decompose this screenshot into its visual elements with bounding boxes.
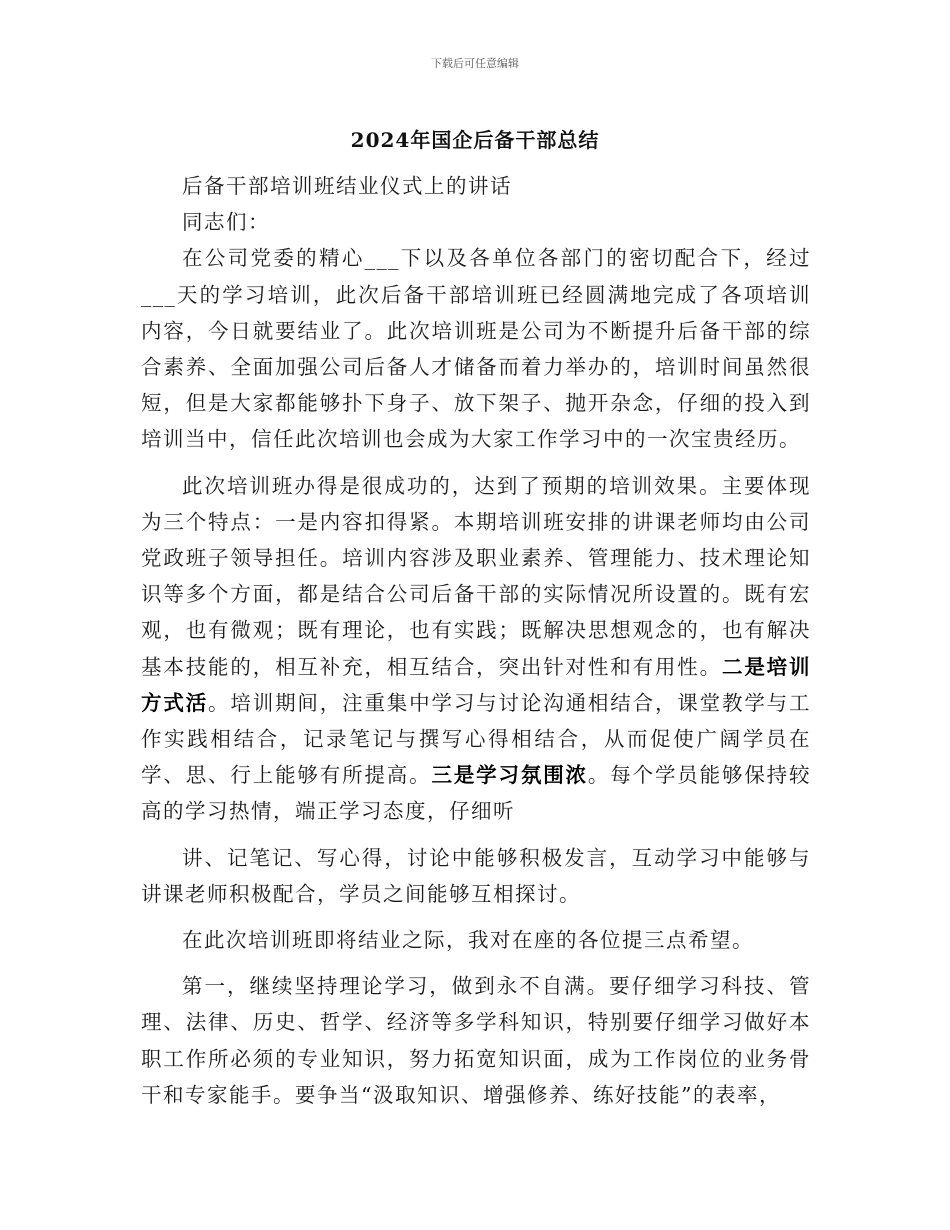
- paragraph-5: 第一，继续坚持理论学习，做到永不自满。要仔细学习科技、管理、法律、历史、哲学、经济等多学科知识，特别要仔细学习做好本职工作所必须的专业知识，努力拓宽知识面，成为工作岗位的业务骨干和专家能手。要争当“汲取知识、增强修养、练好技能”的表率，: [141, 974, 811, 1107]
- paragraph-3: 讲、记笔记、写心得，讨论中能够积极发言，互动学习中能够与讲课老师积极配合，学员之间能够互相探讨。: [141, 845, 811, 906]
- paragraph-2-bold-d: 三是学习氛围浓: [431, 763, 588, 788]
- paragraph-2-text-c: 。培训期间，注重集中学习与讨论沟通相结合，课堂教学与工作实践相结合，记录笔记与撰写心得相结合，从而促使广阔学员在学、思、行上能够有所提高。: [141, 690, 812, 788]
- salutation: 同志们：: [182, 210, 270, 235]
- paragraph-2-bold-b: 二是培训方式活: [141, 654, 812, 715]
- paragraph-2-text-e: 。每个学员能够保持较高的学习热情，端正学习态度，仔细听: [141, 763, 812, 824]
- page-header-note: 下载后可任意编辑: [431, 57, 519, 70]
- document-title: 2024年国企后备干部总结: [350, 128, 600, 152]
- paragraph-2-text-a: 此次培训班办得是很成功的，达到了预期的培训效果。主要体现为三个特点：一是内容扣得紧。本期培训班安排的讲课老师均由公司党政班子领导担任。培训内容涉及职业素养、管理能力、技术理论知识等多个方面，都是结合公司后备干部的实际情况所设置的。既有宏观，也有微观；既有理论，也有实践；既解决思想观念的，也有解决基本技能的，相互补充，相互结合，突出针对性和有用性。: [141, 473, 811, 679]
- paragraph-2: [141, 468, 811, 830]
- document-subtitle: 后备干部培训班结业仪式上的讲话: [182, 174, 512, 198]
- paragraph-1: 在公司党委的精心___下以及各单位各部门的密切配合下，经过___天的学习培训，此次后备干部培训班已经圆满地完成了各项培训内容，今日就要结业了。此次培训班是公司为不断提升后备干部的综合素养、全面加强公司后备人才储备而着力举办的，培训时间虽然很短，但是大家都能够扑下身子、放下架子、抛开杂念，仔细的投入到培训当中，信任此次培训也会成为大家工作学习中的一次宝贵经历。: [141, 246, 811, 452]
- paragraph-4: 在此次培训班即将结业之际，我对在座的各位提三点希望。: [182, 928, 754, 953]
- document-body: [141, 168, 811, 1113]
